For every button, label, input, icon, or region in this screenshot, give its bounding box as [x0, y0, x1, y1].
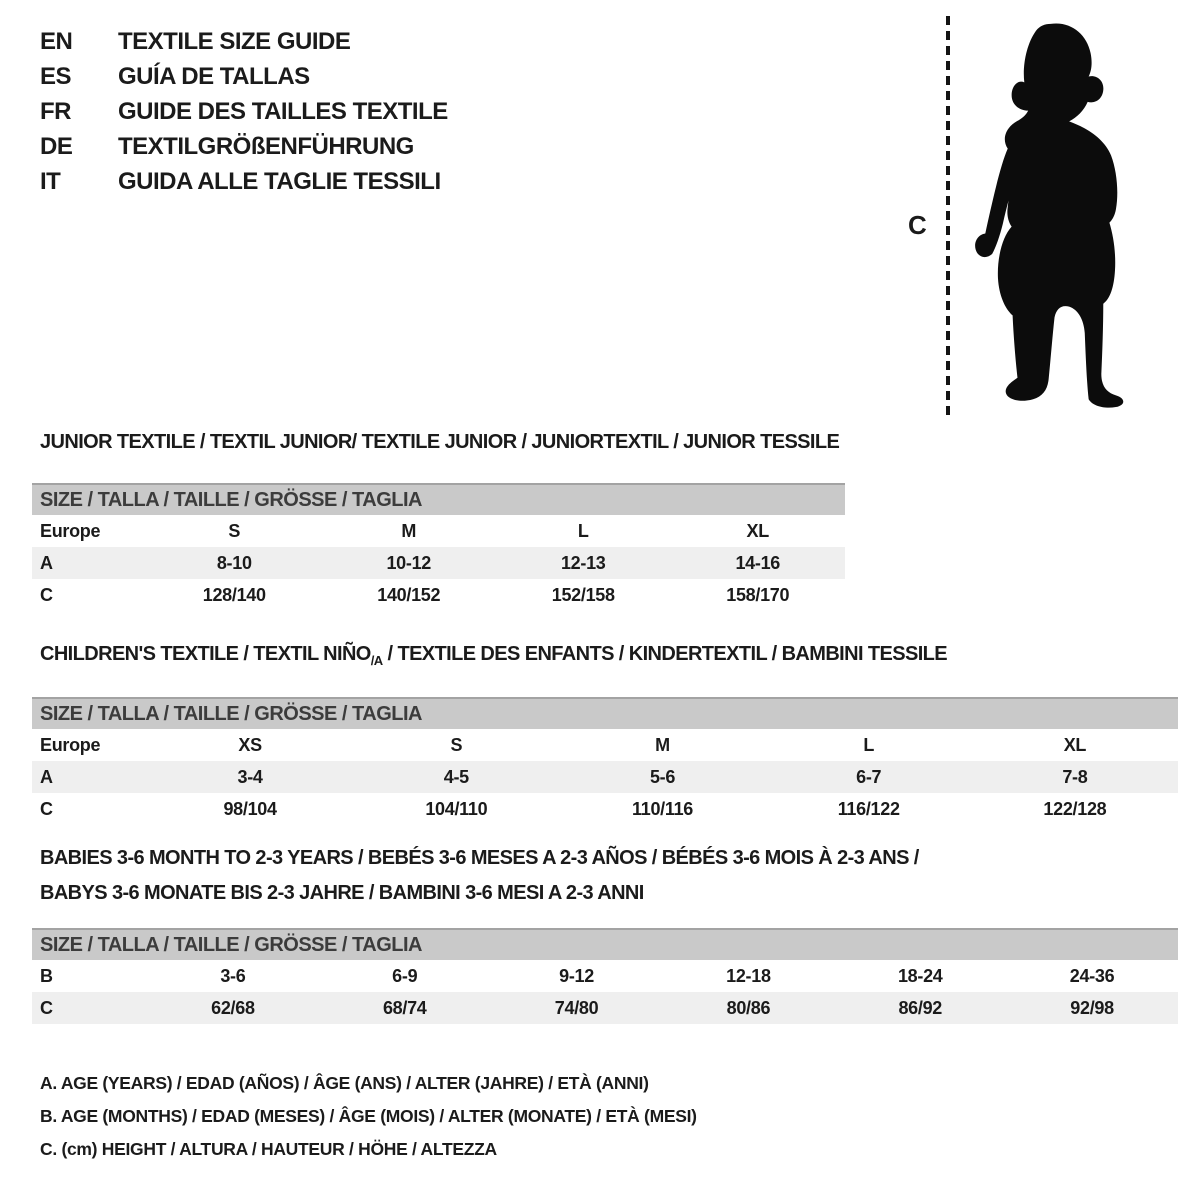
language-title: GUÍA DE TALLAS [118, 63, 310, 90]
value-cell: 152/158 [551, 585, 615, 605]
section-title-text: CHILDREN'S TEXTILE / TEXTIL NIÑO [40, 643, 371, 665]
language-code: IT [40, 168, 61, 195]
value-cell: 24-36 [1069, 966, 1115, 986]
size-table-header [32, 697, 1178, 729]
section-babies-textile [32, 846, 1178, 1024]
value-cell: 12-18 [726, 966, 771, 986]
table-row [32, 761, 1178, 793]
section-title-text: / TEXTILE DES ENFANTS / KINDERTEXTIL / BAMBINI TESSILE [382, 643, 948, 665]
value-cell: 68/74 [382, 998, 427, 1018]
value-cell: L [577, 521, 589, 541]
value-cell: XS [238, 735, 262, 755]
section-title-line2: BABYS 3-6 MONATE BIS 2-3 JAHRE / BAMBINI 3-6 MESI A 2-3 ANNI [40, 882, 644, 904]
size-table [32, 697, 1178, 825]
value-cell: M [655, 735, 670, 755]
language-code: ES [40, 63, 72, 90]
section-childrens-textile [32, 642, 1178, 825]
size-table-header [32, 928, 1178, 960]
value-cell: 158/170 [726, 585, 790, 605]
table-row [32, 992, 1178, 1024]
figure-area [0, 0, 1200, 430]
size-table-rows [32, 960, 1178, 1024]
size-table-rows [32, 515, 845, 611]
value-cell: S [450, 735, 463, 755]
table-row [32, 579, 845, 611]
value-cell: 9-12 [559, 966, 594, 986]
language-title: TEXTILE SIZE GUIDE [118, 28, 351, 55]
value-cell: 104/110 [425, 799, 488, 819]
value-cell: 6-9 [392, 966, 418, 986]
size-table-header-label: SIZE / TALLA / TAILLE / GRÖSSE / TAGLIA [40, 489, 422, 511]
language-code: EN [40, 28, 73, 55]
value-cell: M [401, 521, 417, 541]
row-label-cell: C [40, 585, 53, 605]
language-code: FR [40, 98, 71, 125]
row-label-cell: C [40, 998, 53, 1018]
table-row [32, 793, 1178, 825]
section-title [40, 642, 1178, 673]
section-title-text: JUNIOR TEXTILE / TEXTIL JUNIOR/ TEXTILE JUNIOR / JUNIORTEXTIL / JUNIOR TESSILE [40, 431, 840, 453]
section-title-text: BABIES 3-6 MONTH TO 2-3 YEARS / BEBÉS 3-6 MESES A 2-3 AÑOS / BÉBÉS 3-6 MOIS À 2-3 ANS / [40, 847, 919, 869]
value-cell: 3-6 [220, 966, 246, 986]
height-measure-label: C [908, 210, 927, 240]
section-title [40, 430, 845, 454]
size-table [32, 483, 845, 611]
size-table [32, 928, 1178, 1024]
row-label-cell: B [40, 966, 53, 986]
value-cell: XL [1063, 735, 1087, 755]
toddler-silhouette-image [958, 10, 1153, 418]
height-measure-dashed-line [946, 16, 950, 418]
value-cell: 3-4 [237, 767, 263, 787]
value-cell: 7-8 [1062, 767, 1088, 787]
value-cell: 12-13 [560, 553, 606, 573]
value-cell: 86/92 [898, 998, 942, 1018]
size-table-header-label: SIZE / TALLA / TAILLE / GRÖSSE / TAGLIA [40, 703, 422, 725]
legend-line-b: B. AGE (MONTHS) / EDAD (MESES) / ÂGE (MOIS) / ALTER (MONATE) / ETÀ (MESI) [40, 1106, 697, 1126]
table-row [32, 729, 1178, 761]
value-cell: 74/80 [554, 998, 599, 1018]
value-cell: S [228, 521, 241, 541]
row-label-cell: A [40, 553, 53, 573]
value-cell: 140/152 [377, 585, 441, 605]
value-cell: XL [746, 521, 769, 541]
row-label-cell: C [40, 799, 53, 819]
value-cell: 110/116 [632, 799, 693, 819]
row-label-cell: A [40, 767, 53, 787]
language-title: TEXTILGRÖßENFÜHRUNG [118, 133, 414, 160]
value-cell: 14-16 [735, 553, 781, 573]
value-cell: 98/104 [223, 799, 277, 819]
value-cell: 4-5 [443, 767, 469, 787]
section-title [40, 846, 1178, 870]
value-cell: L [863, 735, 875, 755]
table-row [32, 960, 1178, 992]
section-title-subscript: /A [370, 653, 383, 668]
size-table-header [32, 483, 845, 515]
value-cell: 80/86 [726, 998, 771, 1018]
row-label-cell: Europe [40, 521, 101, 541]
language-title: GUIDE DES TAILLES TEXTILE [118, 98, 448, 125]
language-title: GUIDA ALLE TAGLIE TESSILI [118, 168, 441, 195]
table-row [32, 515, 845, 547]
language-code: DE [40, 133, 73, 160]
value-cell: 10-12 [386, 553, 432, 573]
value-cell: 18-24 [897, 966, 943, 986]
legend [40, 1072, 697, 1171]
value-cell: 6-7 [856, 767, 882, 787]
legend-line-c: C. (cm) HEIGHT / ALTURA / HAUTEUR / HÖHE / ALTEZZA [40, 1139, 497, 1159]
size-table-rows [32, 729, 1178, 825]
value-cell: 92/98 [1070, 998, 1114, 1018]
value-cell: 8-10 [216, 553, 252, 573]
row-label-cell: Europe [40, 735, 101, 755]
legend-line-a: A. AGE (YEARS) / EDAD (AÑOS) / ÂGE (ANS) / ALTER (JAHRE) / ETÀ (ANNI) [40, 1073, 649, 1093]
value-cell: 128/140 [202, 585, 266, 605]
table-row [32, 547, 845, 579]
section-junior-textile [32, 430, 845, 611]
value-cell: 122/128 [1043, 799, 1107, 819]
value-cell: 62/68 [211, 998, 255, 1018]
value-cell: 116/122 [837, 799, 900, 819]
size-table-header-label: SIZE / TALLA / TAILLE / GRÖSSE / TAGLIA [40, 934, 422, 956]
value-cell: 5-6 [649, 767, 676, 787]
